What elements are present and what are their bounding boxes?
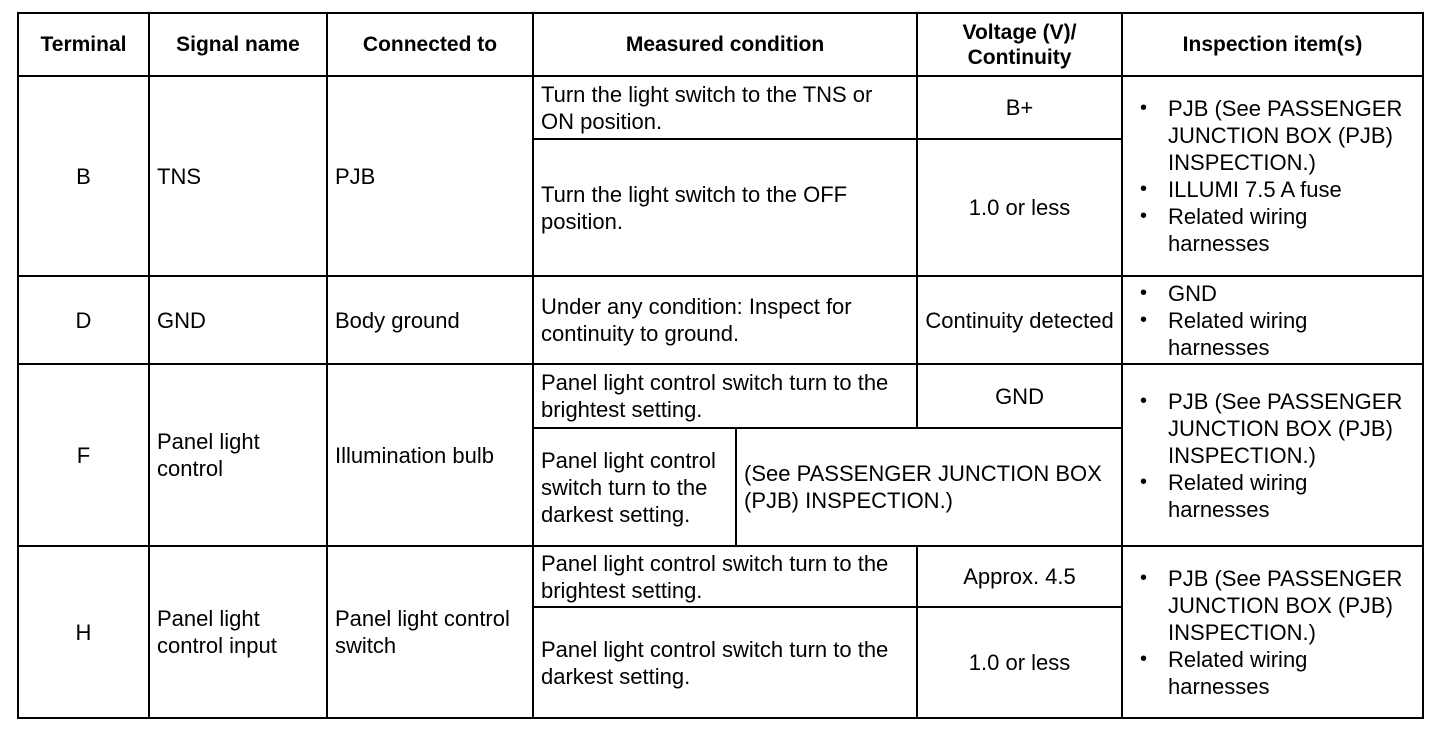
signal-name-cell: Panel light control input <box>149 546 327 718</box>
inspection-list <box>1130 565 1415 700</box>
table-row-d <box>18 276 1423 364</box>
inspection-list <box>1130 388 1415 523</box>
value-cell: (See PASSENGER JUNCTION BOX (PJB) INSPECTION.) <box>736 428 1122 546</box>
signal-name-cell: Panel light control <box>149 364 327 546</box>
table-row-f-1 <box>18 364 1423 428</box>
value-cell: 1.0 or less <box>917 139 1122 276</box>
inspection-list <box>1130 95 1415 257</box>
inspection-item: • ILLUMI 7.5 A fuse <box>1130 176 1415 203</box>
value-cell: 1.0 or less <box>917 607 1122 718</box>
table-row-h-1 <box>18 546 1423 607</box>
condition-cell: Panel light control switch turn to the brightest setting. <box>533 546 917 607</box>
condition-cell: Turn the light switch to the OFF position. <box>533 139 917 276</box>
signal-name-cell: GND <box>149 276 327 364</box>
connected-to-cell: Body ground <box>327 276 533 364</box>
header-measured-condition: Measured condition <box>533 13 917 76</box>
inspection-cell <box>1122 76 1423 276</box>
inspection-item: • PJB (See PASSENGER JUNCTION BOX (PJB) INSPECTION.) <box>1130 565 1415 646</box>
value-cell: B+ <box>917 76 1122 139</box>
header-voltage-line2: Continuity <box>967 45 1072 69</box>
header-voltage-continuity <box>917 13 1122 76</box>
header-signal-name: Signal name <box>149 13 327 76</box>
value-cell: GND <box>917 364 1122 428</box>
table-row-b-1 <box>18 76 1423 139</box>
header-connected-to: Connected to <box>327 13 533 76</box>
connected-to-cell: Panel light control switch <box>327 546 533 718</box>
inspection-cell <box>1122 546 1423 718</box>
condition-cell: Panel light control switch turn to the darkest setting. <box>533 607 917 718</box>
value-cell: Approx. 4.5 <box>917 546 1122 607</box>
connected-to-cell: PJB <box>327 76 533 276</box>
terminal-cell: H <box>18 546 149 718</box>
header-row <box>18 13 1423 76</box>
connected-to-cell: Illumination bulb <box>327 364 533 546</box>
inspection-item: • Related wiring harnesses <box>1130 469 1415 523</box>
terminal-cell: D <box>18 276 149 364</box>
condition-cell: Turn the light switch to the TNS or ON position. <box>533 76 917 139</box>
condition-cell: Panel light control switch turn to the darkest setting. <box>533 428 736 546</box>
inspection-item: • PJB (See PASSENGER JUNCTION BOX (PJB) INSPECTION.) <box>1130 388 1415 469</box>
terminal-cell: F <box>18 364 149 546</box>
condition-cell: Under any condition: Inspect for continuity to ground. <box>533 276 917 364</box>
inspection-cell <box>1122 276 1423 364</box>
condition-cell: Panel light control switch turn to the brightest setting. <box>533 364 917 428</box>
header-voltage-line1: Voltage (V)/ <box>962 20 1077 44</box>
inspection-cell <box>1122 364 1423 546</box>
inspection-item: • Related wiring harnesses <box>1130 646 1415 700</box>
header-terminal: Terminal <box>18 13 149 76</box>
inspection-list <box>1130 280 1415 361</box>
signal-name-cell: TNS <box>149 76 327 276</box>
terminal-inspection-table <box>17 12 1424 719</box>
terminal-cell: B <box>18 76 149 276</box>
inspection-item: • Related wiring harnesses <box>1130 203 1415 257</box>
value-cell: Continuity detected <box>917 276 1122 364</box>
inspection-item: • PJB (See PASSENGER JUNCTION BOX (PJB) INSPECTION.) <box>1130 95 1415 176</box>
inspection-item: • Related wiring harnesses <box>1130 307 1415 361</box>
inspection-item: • GND <box>1130 280 1415 307</box>
header-inspection-items: Inspection item(s) <box>1122 13 1423 76</box>
